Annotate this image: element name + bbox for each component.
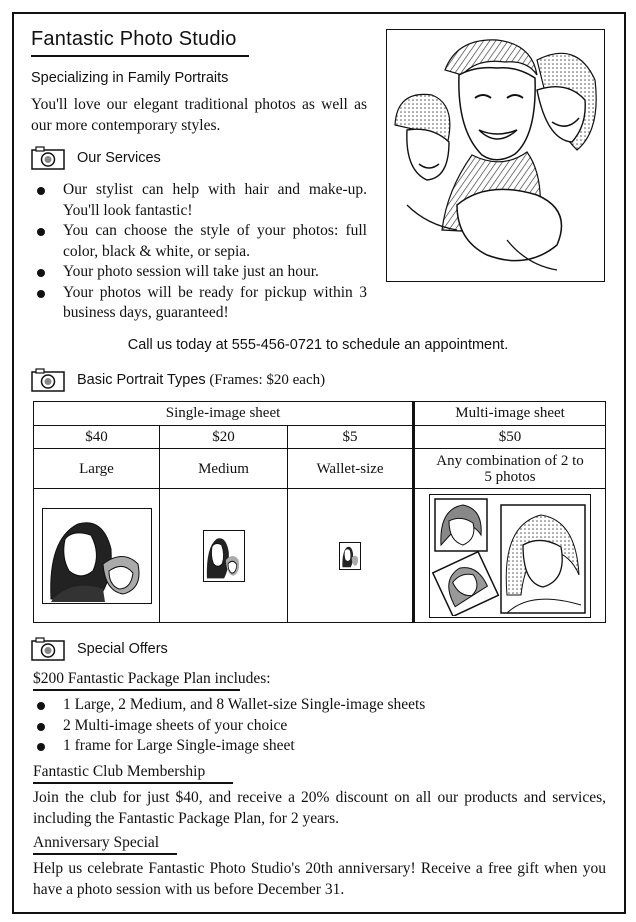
camera-icon bbox=[31, 637, 65, 661]
club-text: Join the club for just $40, and receive a 20% discount on all our products and services, including the Fantastic Package Plan, for 2 years. bbox=[33, 789, 606, 827]
special-offers-heading bbox=[31, 637, 168, 661]
portrait-types-heading bbox=[31, 368, 325, 392]
list-item: Your photo session will take just an hour. bbox=[31, 262, 367, 283]
special-offers-label: Special Offers bbox=[77, 641, 168, 657]
size-wallet: Wallet-size bbox=[288, 449, 414, 489]
frames-note: (Frames: $20 each) bbox=[209, 371, 326, 388]
wallet-sheet-illustration bbox=[339, 542, 361, 570]
table-row bbox=[34, 449, 606, 489]
single-image-header: Single-image sheet bbox=[34, 402, 414, 426]
multi-sheet-cell bbox=[414, 489, 606, 623]
subtitle: Specializing in Family Portraits bbox=[31, 70, 229, 86]
price-large: $40 bbox=[34, 426, 160, 449]
medium-sheet-illustration bbox=[203, 530, 245, 582]
portrait-types-table bbox=[33, 401, 606, 623]
list-item: Your photos will be ready for pickup within 3 business days, guaranteed! bbox=[31, 283, 367, 324]
size-large: Large bbox=[34, 449, 160, 489]
services-heading-label: Our Services bbox=[77, 150, 161, 166]
large-sheet-cell bbox=[34, 489, 160, 623]
multi-sheet-illustration bbox=[429, 494, 591, 618]
portrait-types-title bbox=[77, 372, 325, 389]
wallet-sheet-cell bbox=[288, 489, 414, 623]
size-multi bbox=[414, 449, 606, 489]
list-item: 2 Multi-image sheets of your choice bbox=[31, 716, 604, 737]
size-medium: Medium bbox=[160, 449, 288, 489]
multi-image-header: Multi-image sheet bbox=[414, 402, 606, 426]
list-item: You can choose the style of your photos: full color, black & white, or sepia. bbox=[31, 221, 367, 262]
list-item: Our stylist can help with hair and make-up. You'll look fantastic! bbox=[31, 180, 367, 221]
table-row bbox=[34, 402, 606, 426]
services-heading bbox=[31, 146, 161, 170]
package-plan-underline bbox=[33, 689, 240, 691]
large-sheet-illustration bbox=[42, 508, 152, 604]
family-portrait-illustration bbox=[386, 29, 605, 282]
family-portrait-art bbox=[387, 30, 603, 280]
size-multi-text: Any combination of 2 to 5 photos bbox=[436, 452, 584, 485]
mother-child-photo bbox=[204, 531, 243, 580]
list-item: 1 frame for Large Single-image sheet bbox=[31, 736, 604, 757]
collage-photos bbox=[431, 495, 590, 616]
package-plan-title: $200 Fantastic Package Plan bbox=[33, 670, 211, 687]
page-title: Fantastic Photo Studio bbox=[31, 28, 237, 50]
price-medium: $20 bbox=[160, 426, 288, 449]
intro-text: You'll love our elegant traditional photos as well as our more contemporary styles. bbox=[31, 96, 367, 134]
anniversary-text: Help us celebrate Fantastic Photo Studio's 20th anniversary! Receive a free gift when you have a photo session with us before December 31. bbox=[33, 860, 606, 898]
camera-icon bbox=[31, 368, 65, 392]
table-row bbox=[34, 489, 606, 623]
package-items-list bbox=[31, 695, 604, 757]
club-underline bbox=[33, 782, 233, 784]
package-plan-suffix: includes: bbox=[210, 670, 271, 687]
camera-icon bbox=[31, 146, 65, 170]
call-to-action: Call us today at 555-456-0721 to schedule an appointment. bbox=[127, 337, 509, 353]
table-row bbox=[34, 426, 606, 449]
price-multi: $50 bbox=[414, 426, 606, 449]
anniversary-underline bbox=[33, 853, 177, 855]
mother-child-photo bbox=[341, 543, 360, 568]
list-item: 1 Large, 2 Medium, and 8 Wallet-size Single-image sheets bbox=[31, 695, 604, 716]
portrait-types-label: Basic Portrait Types bbox=[77, 371, 206, 388]
package-plan-heading bbox=[33, 670, 271, 688]
mother-child-photo bbox=[43, 509, 150, 602]
anniversary-heading: Anniversary Special bbox=[33, 834, 160, 851]
title-underline bbox=[31, 55, 249, 57]
club-heading: Fantastic Club Membership bbox=[33, 763, 206, 780]
services-list bbox=[31, 180, 367, 324]
medium-sheet-cell bbox=[160, 489, 288, 623]
price-wallet: $5 bbox=[288, 426, 414, 449]
